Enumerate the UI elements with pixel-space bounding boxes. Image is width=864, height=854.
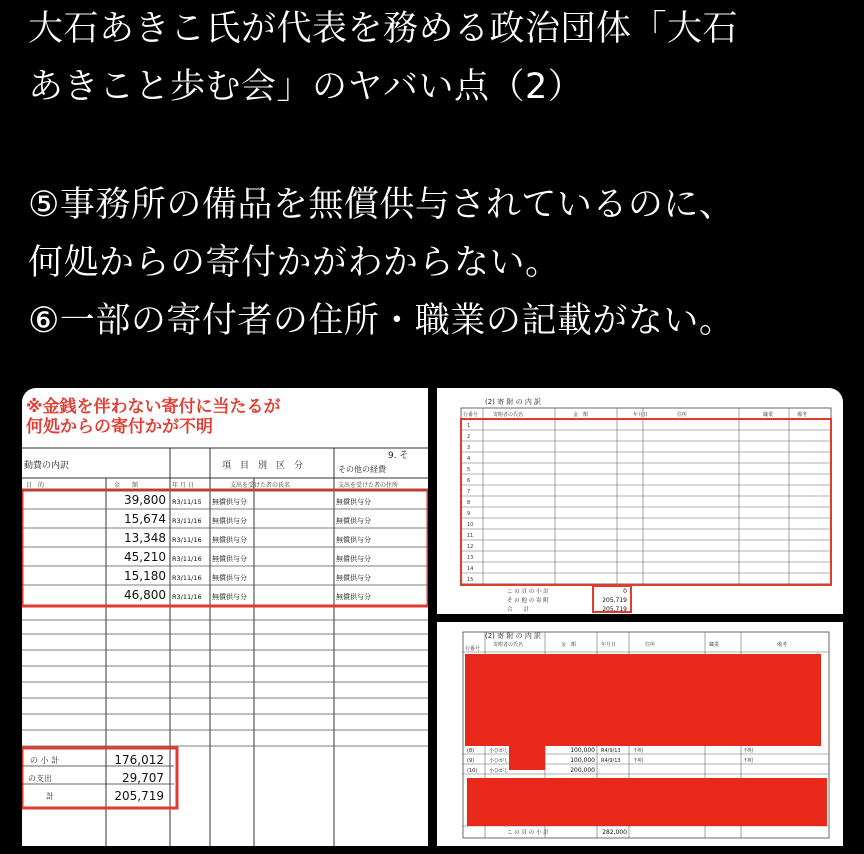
svg-text:職業: 職業	[709, 642, 720, 648]
svg-text:こ の 頁 の 小 計: こ の 頁 の 小 計	[507, 830, 549, 836]
svg-text:不明: 不明	[743, 758, 754, 764]
expense-cell: 13,348	[124, 531, 166, 545]
row-number: 4	[467, 456, 471, 462]
donation-list-scan	[437, 388, 843, 614]
svg-text:年 月 日: 年 月 日	[172, 482, 194, 489]
expense-cell: 無償供与分	[212, 498, 247, 506]
row-number: 3	[467, 445, 471, 451]
expense-rows	[22, 490, 428, 602]
expense-cell: 無償供与分	[336, 536, 371, 544]
row-number: 8	[467, 500, 471, 506]
svg-text:備考: 備考	[797, 412, 808, 418]
row-number: 12	[467, 544, 474, 550]
expense-cell: 15,674	[124, 512, 166, 526]
svg-text:R4/9/13: R4/9/13	[601, 748, 621, 754]
expense-cell: 15,180	[124, 569, 166, 583]
svg-text:(2) 寄 附 の 内 訳: (2) 寄 附 の 内 訳	[485, 632, 542, 640]
total-grand: 205,719	[114, 789, 164, 803]
svg-text:寄附者の氏名: 寄附者の氏名	[493, 642, 524, 648]
svg-text:住所: 住所	[677, 412, 688, 418]
svg-text:金 額: 金 額	[561, 642, 577, 648]
expense-cell: 46,800	[124, 588, 166, 602]
expense-cell: 無償供与分	[336, 555, 371, 563]
row-number: 2	[467, 434, 471, 440]
svg-text:こ の 頁 の 小 計: こ の 頁 の 小 計	[507, 589, 549, 595]
expense-cell: R3/11/16	[172, 555, 202, 563]
svg-text:不明: 不明	[633, 758, 644, 764]
svg-text:金 額: 金 額	[114, 482, 139, 489]
expense-cell: R3/11/16	[172, 593, 202, 601]
row-number: 1	[467, 423, 471, 429]
expense-cell: 無償供与分	[212, 593, 247, 601]
point6: ⑥一部の寄付者の住所・職業の記載がない。	[28, 301, 735, 341]
donation-redacted-scan	[437, 622, 843, 846]
svg-text:100,000: 100,000	[570, 757, 595, 764]
expense-cell: 無償供与分	[336, 593, 371, 601]
post-title-line1: 大石あきこ氏が代表を務める政治団体「大石	[28, 9, 739, 49]
svg-text:住所: 住所	[645, 642, 656, 648]
svg-text:205,719: 205,719	[602, 606, 627, 613]
redaction-block-top	[465, 654, 821, 746]
expense-cell: 45,210	[124, 550, 166, 564]
expense-cell: 無償供与分	[336, 498, 371, 506]
svg-text:年月日: 年月日	[633, 412, 649, 418]
expense-report-scan	[22, 388, 428, 846]
redaction-block-mid	[509, 742, 545, 770]
svg-text:205,719: 205,719	[602, 597, 627, 604]
svg-text:(8): (8)	[467, 748, 475, 754]
header-mid: 項 目 別 区 分	[222, 461, 304, 471]
point5-line2: 何処からの寄付かがわからない。	[28, 243, 561, 283]
svg-text:(2) 寄 附 の 内 訳: (2) 寄 附 の 内 訳	[485, 398, 542, 406]
expense-cell: 無償供与分	[336, 574, 371, 582]
svg-text:支出を受けた者の住所: 支出を受けた者の住所	[338, 482, 399, 489]
svg-text:目 的: 目 的	[26, 482, 45, 489]
expense-cell: 無償供与分	[212, 574, 247, 582]
row-number: 14	[467, 566, 474, 572]
row-number: 6	[467, 478, 471, 484]
svg-text:不明: 不明	[743, 748, 754, 754]
redaction-block-bottom	[467, 778, 827, 826]
svg-text:支出を受けた者の氏名: 支出を受けた者の氏名	[230, 482, 291, 489]
row-number: 7	[467, 489, 471, 495]
svg-text:年月日: 年月日	[601, 642, 617, 648]
svg-text:そ の 他 の 寄 附: そ の 他 の 寄 附	[507, 598, 549, 604]
attached-image-donation-list-redacted[interactable]	[437, 622, 843, 846]
svg-text:0: 0	[623, 588, 627, 595]
svg-text:の 小 計: の 小 計	[30, 756, 60, 765]
svg-text:小ひがし: 小ひがし	[489, 748, 510, 754]
svg-text:行番号: 行番号	[465, 646, 481, 652]
expense-cell: R3/11/15	[172, 498, 202, 506]
attached-image-donation-list-empty[interactable]	[437, 388, 843, 614]
expense-cell: 無償供与分	[212, 536, 247, 544]
expense-cell: R3/11/16	[172, 574, 202, 582]
total-subtotal: 176,012	[114, 753, 164, 767]
svg-text:小ひがし: 小ひがし	[489, 758, 510, 764]
svg-text:不明: 不明	[633, 748, 644, 754]
highlight-rows	[22, 490, 428, 606]
expense-cell: 無償供与分	[336, 517, 371, 525]
post-title-line2: あきこと歩む会」のヤバい点（2）	[28, 67, 584, 107]
svg-text:金 額: 金 額	[573, 412, 589, 418]
svg-text:200,000: 200,000	[570, 767, 595, 774]
corner-number: 9. そ	[388, 451, 409, 461]
svg-text:100,000: 100,000	[570, 747, 595, 754]
row-number: 10	[467, 522, 474, 528]
svg-text:282,000: 282,000	[602, 829, 627, 836]
expense-cell: R3/11/16	[172, 517, 202, 525]
point5-line1: ⑤事務所の備品を無償供与されているのに、	[28, 185, 735, 225]
annotation-line1: ※金銭を伴わない寄付に当たるが	[26, 397, 281, 417]
svg-text:計: 計	[46, 792, 54, 801]
expense-cell: 39,800	[124, 493, 166, 507]
svg-text:備考: 備考	[777, 642, 788, 648]
svg-text:寄附者の氏名: 寄附者の氏名	[493, 412, 524, 418]
row-number: 15	[467, 577, 474, 583]
highlight-empty-rows	[461, 419, 831, 585]
row-number: 9	[467, 511, 471, 517]
svg-text:の支出: の支出	[28, 774, 52, 783]
svg-text:R4/9/13: R4/9/13	[601, 758, 621, 764]
row-number: 5	[467, 467, 471, 473]
row-number: 11	[467, 533, 474, 539]
expense-cell: R3/11/16	[172, 536, 202, 544]
svg-text:合 計: 合 計	[507, 607, 530, 613]
svg-text:(9): (9)	[467, 758, 475, 764]
header-right: その他の経費	[338, 465, 386, 474]
expense-cell: 無償供与分	[212, 555, 247, 563]
svg-text:(10): (10)	[467, 768, 478, 774]
svg-text:職業: 職業	[763, 412, 774, 418]
expense-cell: 無償供与分	[212, 517, 247, 525]
header-left: 動費の内訳	[24, 461, 70, 471]
attached-image-expense-report[interactable]	[22, 388, 428, 846]
annotation-line2: 何処からの寄付かが不明	[26, 417, 213, 437]
row-number: 13	[467, 555, 474, 561]
svg-text:小ひがし: 小ひがし	[489, 768, 510, 774]
svg-text:行番号: 行番号	[463, 412, 479, 418]
total-other: 29,707	[122, 771, 164, 785]
